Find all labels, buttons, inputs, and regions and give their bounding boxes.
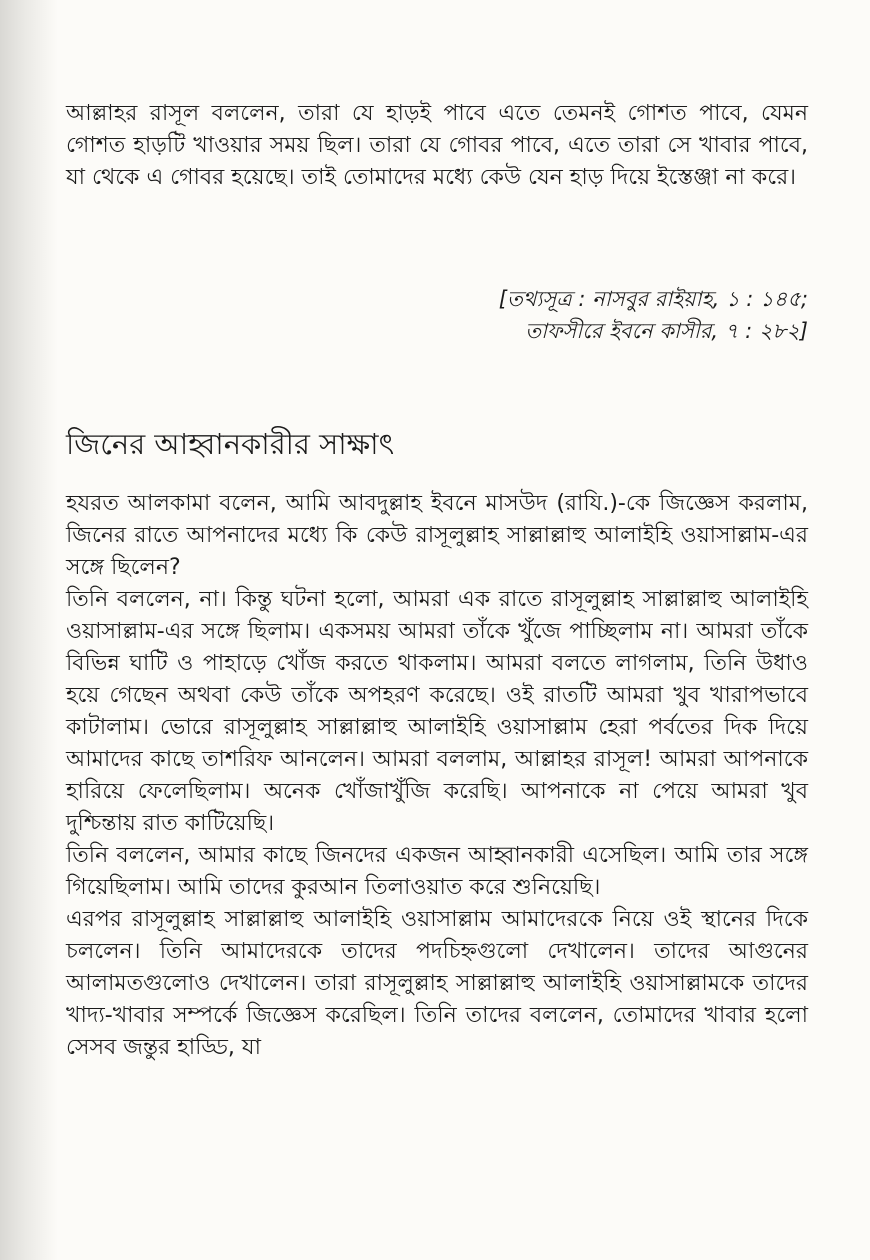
citation-line-1: [তথ্যসূত্র : নাসবুর রাইয়াহ, ১ : ১৪৫; [498, 287, 808, 311]
page-gutter-shadow [0, 0, 58, 1260]
citation-line-2: তাফসীরে ইবনে কাসীর, ৭ : ২৮২] [525, 319, 808, 343]
citation [248, 283, 808, 347]
section-body [66, 488, 808, 1064]
body-paragraph-2: তিনি বললেন, না। কিন্তু ঘটনা হলো, আমরা এক রাতে রাসূলুল্লাহ সাল্লাল্লাহু আলাইহি ওয়াসাল্লাম-এর সঙ্গে ছিলাম। একসময় আমরা তাঁকে খুঁজে পাচ্ছিলাম না। আমরা তাঁকে বিভিন্ন ঘাটি ও পাহাড়ে খোঁজ করতে থাকলাম। আমরা বলতে লাগলাম, তিনি উধাও হয়ে গেছেন অথবা কেউ তাঁকে অপহরণ করেছে। ওই রাতটি আমরা খুব খারাপভাবে কাটালাম। ভোরে রাসূলুল্লাহ সাল্লাল্লাহু আলাইহি ওয়াসাল্লাম হেরা পর্বতের দিক দিয়ে আমাদের কাছে তাশরিফ আনলেন। আমরা বললাম, আল্লাহর রাসূল! আমরা আপনাকে হারিয়ে ফেলেছিলাম। অনেক খোঁজাখুঁজি করেছি। আপনাকে না পেয়ে আমরা খুব দুশ্চিন্তায় রাত কাটিয়েছি। [66, 587, 808, 836]
section-heading: জিনের আহ্বানকারীর সাক্ষাৎ [66, 427, 395, 461]
body-paragraph-1: হযরত আলকামা বলেন, আমি আবদুল্লাহ ইবনে মাসউদ (রাযি.)-কে জিজ্ঞেস করলাম, জিনের রাতে আপনাদের মধ্যে কি কেউ রাসূলুল্লাহ সাল্লাল্লাহু আলাইহি ওয়াসাল্লাম-এর সঙ্গে ছিলেন? [66, 491, 808, 580]
opening-paragraph: আল্লাহর রাসূল বললেন, তারা যে হাড়ই পাবে এতে তেমনই গোশত পাবে, যেমন গোশত হাড়টি খাওয়ার সময় ছিল। তারা যে গোবর পাবে, এতে তারা সে খাবার পাবে, যা থেকে এ গোবর হয়েছে। তাই তোমাদের মধ্যে কেউ যেন হাড় দিয়ে ইস্তেঞ্জা না করে। [66, 101, 808, 190]
body-paragraph-4: এরপর রাসূলুল্লাহ সাল্লাল্লাহু আলাইহি ওয়াসাল্লাম আমাদেরকে নিয়ে ওই স্থানের দিকে চললেন। তিনি আমাদেরকে তাদের পদচিহ্নগুলো দেখালেন। তাদের আগুনের আলামতগুলোও দেখালেন। তারা রাসূলুল্লাহ সাল্লাল্লাহু আলাইহি ওয়াসাল্লামকে তাদের খাদ্য-খাবার সম্পর্কে জিজ্ঞেস করেছিল। তিনি তাদের বললেন, তোমাদের খাবার হলো সেসব জন্তুর হাড্ডি, যা [66, 907, 808, 1060]
body-paragraph-3: তিনি বললেন, আমার কাছে জিনদের একজন আহ্বানকারী এসেছিল। আমি তার সঙ্গে গিয়েছিলাম। আমি তাদের কুরআন তিলাওয়াত করে শুনিয়েছি। [66, 843, 808, 900]
